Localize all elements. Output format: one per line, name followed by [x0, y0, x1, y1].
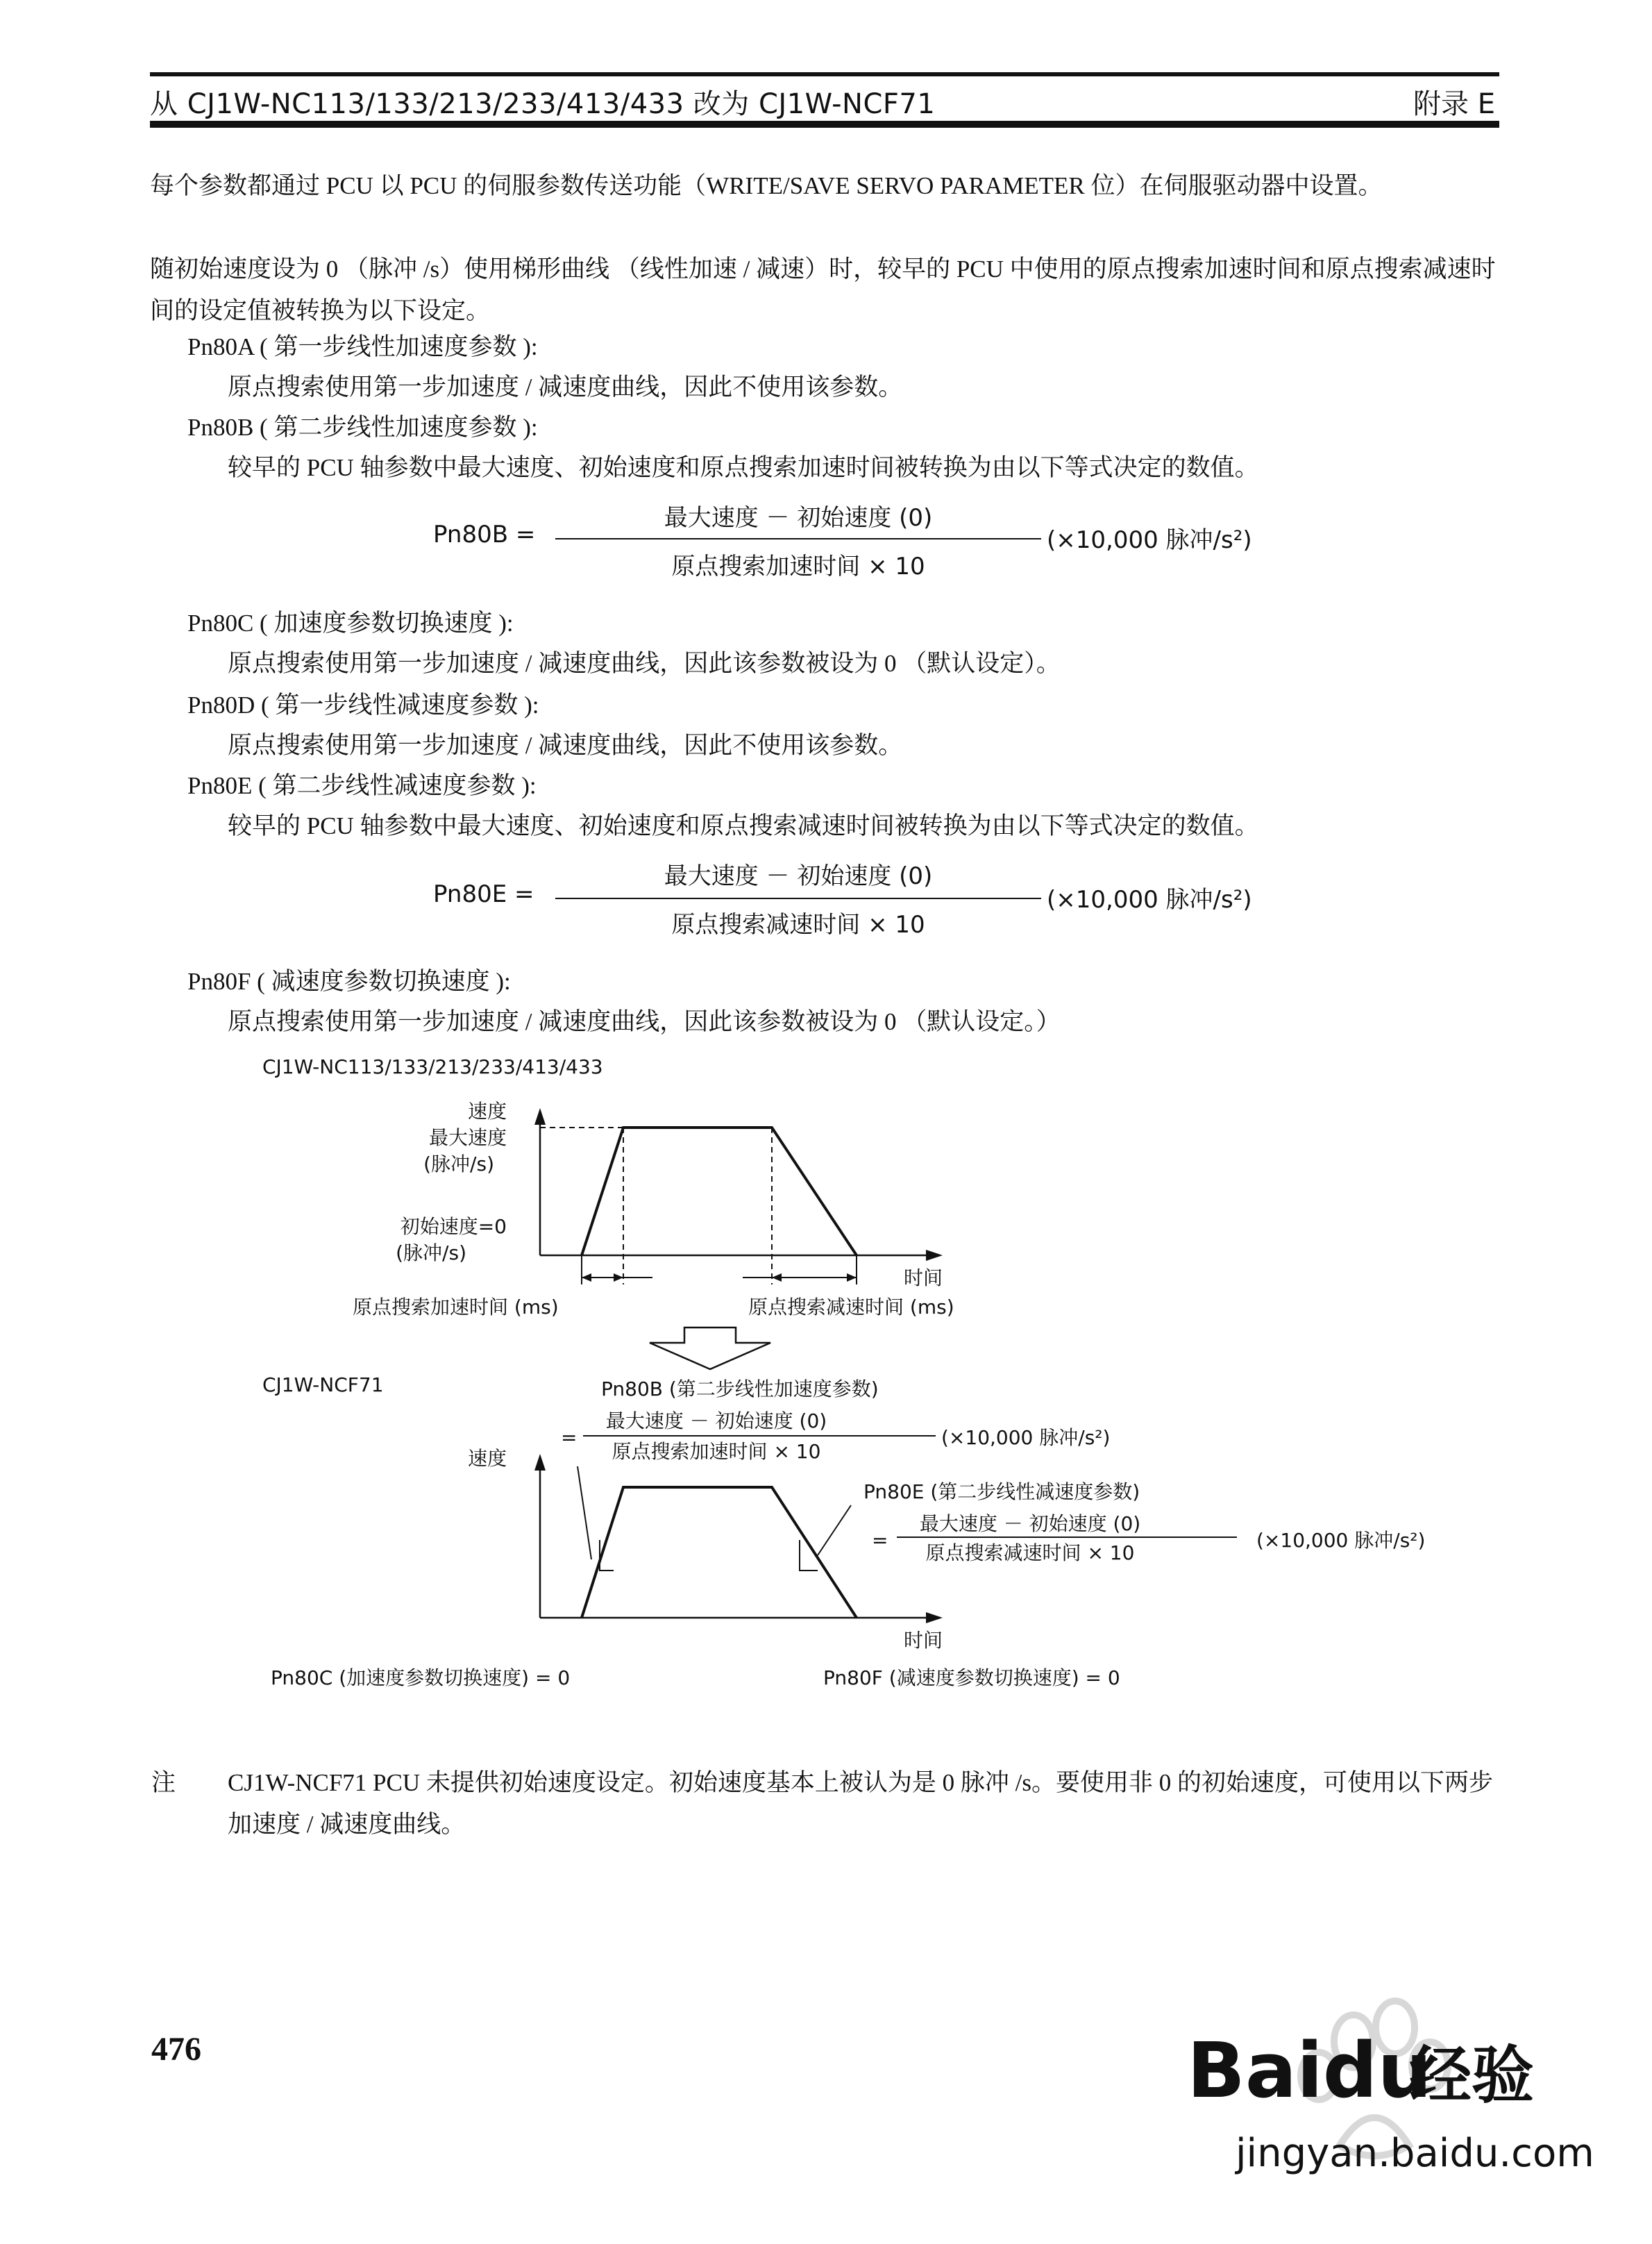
bottom-x-label: 时间: [904, 1629, 943, 1652]
top-x-label: 时间: [904, 1266, 943, 1289]
formula-b-lhs: Pn80B =: [433, 521, 536, 549]
bottom-y-arrow: [534, 1454, 546, 1471]
watermark-brand: Baidu: [1187, 2026, 1432, 2115]
formula-b-unit: (×10,000 脉冲/s²): [1047, 526, 1252, 554]
bottom-pn80e-unit: (×10,000 脉冲/s²): [1256, 1529, 1426, 1552]
top-y-label: 速度: [467, 1100, 507, 1123]
note-text: CJ1W-NCF71 PCU 未提供初始速度设定。初始速度基本上被认为是 0 脉冲 /s。要使用非 0 的初始速度，可使用以下两步加速度 / 减速度曲线。: [228, 1769, 1493, 1838]
top-decel-time: 原点搜索减速时间 (ms): [748, 1296, 954, 1318]
pn80d-label: Pn80D ( 第一步线性减速度参数 ):: [187, 692, 539, 719]
top-init-speed-2: (脉冲/s): [396, 1241, 466, 1264]
formula-e-denominator: 原点搜索减速时间 × 10: [671, 911, 925, 939]
pn80a-desc: 原点搜索使用第一步加速度 / 减速度曲线，因此不使用该参数。: [228, 374, 903, 401]
pn80c-desc: 原点搜索使用第一步加速度 / 减速度曲线，因此该参数被设为 0 （默认设定）。: [228, 650, 1061, 677]
bottom-pn80b-title: Pn80B (第二步线性加速度参数): [601, 1378, 879, 1400]
bottom-pn80e-den: 原点搜索减速时间 × 10: [925, 1541, 1135, 1564]
formula-b-numerator: 最大速度 － 初始速度 (0): [664, 504, 933, 532]
bottom-pn80b-den: 原点搜索加速时间 × 10: [612, 1440, 821, 1463]
transition-arrow-icon: [650, 1328, 770, 1369]
pn80b-label: Pn80B ( 第二步线性加速度参数 ):: [187, 414, 538, 441]
top-y-arrow: [534, 1108, 546, 1125]
top-decel-arr-l: [772, 1273, 782, 1282]
watermark-url: jingyan.baidu.com: [1236, 2131, 1594, 2176]
note-label: 注: [151, 1769, 176, 1796]
bottom-pn80e-title: Pn80E (第二步线性减速度参数): [863, 1480, 1140, 1503]
header-section: 附录 E: [1413, 88, 1495, 120]
bottom-y-label: 速度: [467, 1447, 507, 1470]
top-accel-time: 原点搜索加速时间 (ms): [353, 1296, 559, 1318]
top-accel-arr-r: [614, 1273, 623, 1282]
pn80f-desc: 原点搜索使用第一步加速度 / 减速度曲线，因此该参数被设为 0 （默认设定。）: [228, 1008, 1061, 1035]
top-decel-arr-r: [847, 1273, 857, 1282]
pn80e-desc: 较早的 PCU 轴参数中最大速度、初始速度和原点搜索减速时间被转换为由以下等式决定的数值。: [228, 812, 1259, 839]
page-number: 476: [151, 2031, 201, 2068]
top-x-arrow: [926, 1250, 943, 1261]
header-title: 从 CJ1W-NC113/133/213/233/413/433 改为 CJ1W-NCF71: [150, 88, 936, 120]
pn80b-desc: 较早的 PCU 轴参数中最大速度、初始速度和原点搜索加速时间被转换为由以下等式决定的数值。: [228, 454, 1259, 481]
bottom-accel-leader: [578, 1466, 591, 1559]
bottom-pn80e-eq: =: [872, 1529, 888, 1552]
top-accel-arr-l: [582, 1273, 591, 1282]
bottom-pn80c-label: Pn80C (加速度参数切换速度) = 0: [271, 1666, 571, 1689]
bottom-pn80f-label: Pn80F (减速度参数切换速度) = 0: [823, 1666, 1120, 1689]
formula-b-denominator: 原点搜索加速时间 × 10: [671, 553, 925, 580]
bottom-x-arrow: [926, 1612, 943, 1623]
pn80d-desc: 原点搜索使用第一步加速度 / 减速度曲线，因此不使用该参数。: [228, 732, 903, 759]
pn80e-label: Pn80E ( 第二步线性减速度参数 ):: [187, 772, 537, 799]
intro-paragraph-1: 每个参数都通过 PCU 以 PCU 的伺服参数传送功能（WRITE/SAVE SERVO PARAMETER 位）在伺服驱动器中设置。: [150, 172, 1383, 199]
pn80c-label: Pn80C ( 加速度参数切换速度 ):: [187, 610, 514, 637]
bottom-decel-leader: [818, 1505, 851, 1555]
bottom-pn80e-num: 最大速度 － 初始速度 (0): [919, 1512, 1141, 1535]
formula-e-lhs: Pn80E =: [433, 880, 534, 908]
baidu-watermark-logo: [1180, 1937, 1594, 2215]
formula-e-unit: (×10,000 脉冲/s²): [1047, 886, 1252, 914]
intro-paragraph-2: 随初始速度设为 0 （脉冲 /s）使用梯形曲线 （线性加速 / 减速）时，较早的 PCU 中使用的原点搜索加速时间和原点搜索减速时间的设定值被转换为以下设定。: [150, 256, 1496, 324]
top-init-speed-1: 初始速度=0: [400, 1215, 507, 1238]
top-max-speed-1: 最大速度: [428, 1126, 507, 1149]
bottom-pn80b-eq: =: [561, 1426, 578, 1449]
bottom-diagram-title: CJ1W-NCF71: [262, 1373, 384, 1396]
pn80a-label: Pn80A ( 第一步线性加速度参数 ):: [187, 333, 538, 360]
bottom-pn80b-num: 最大速度 － 初始速度 (0): [605, 1409, 827, 1432]
watermark-brand-cn: 经验: [1409, 2039, 1534, 2112]
formula-e-numerator: 最大速度 － 初始速度 (0): [664, 862, 933, 890]
bottom-pn80b-unit: (×10,000 脉冲/s²): [941, 1426, 1111, 1449]
bottom-trapezoid: [582, 1487, 857, 1618]
top-max-speed-2: (脉冲/s): [423, 1153, 494, 1175]
top-diagram-title: CJ1W-NC113/133/213/233/413/433: [262, 1055, 603, 1078]
pn80f-label: Pn80F ( 减速度参数切换速度 ):: [187, 968, 511, 995]
